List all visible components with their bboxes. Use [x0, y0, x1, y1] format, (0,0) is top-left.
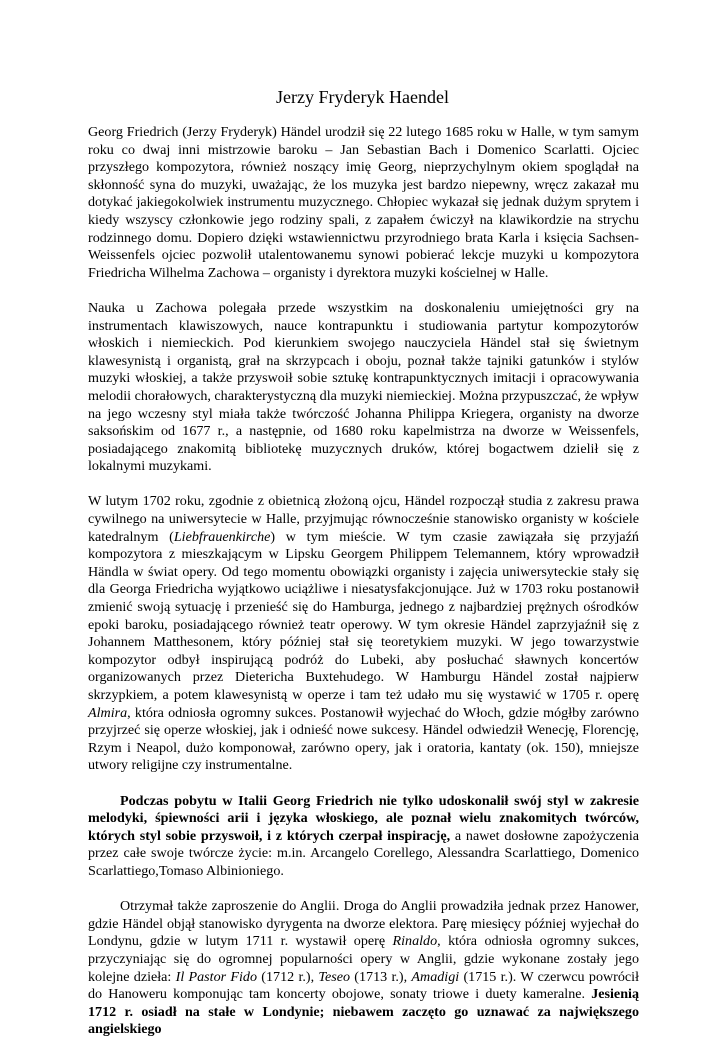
- paragraph-5-bold: Jesienią 1712 r. osiadł na stałe w Londynie; niebawem zaczęto go uznawać za największego angielskiego: [88, 986, 639, 1038]
- paragraph-3-text-a: W lutym 1702 roku, zgodnie z obietnicą złożoną ojcu, Händel rozpoczął studia z zakresu prawa cywilnego na uniwersytecie w Halle, przyjmując równocześnie stanowisko organisty w kościele katedralnym (: [88, 493, 639, 545]
- opera-title-pastor-fido: Il Pastor Fido: [175, 968, 258, 985]
- paragraph-5-text-e: (1715 r.). W czerwcu powrócił do Hanoweru komponując tam koncerty obojowe, sonaty triowe i duety kameralne.: [88, 968, 639, 1003]
- paragraph-5-text-d: (1713 r.),: [350, 968, 412, 985]
- paragraph-4-bold: Podczas pobytu w Italii Georg Friedrich nie tylko udoskonalił swój styl w zakresie melodyki, śpiewności arii i języka włoskiego, ale poznał wielu znakomitych twórców, których styl sobie przyswoił, i z których czerpał inspirację,: [88, 792, 639, 844]
- paragraph-3: [88, 493, 639, 775]
- opera-title-almira: Almira: [88, 704, 128, 721]
- paragraph-4: [88, 793, 639, 881]
- document-body: [88, 124, 639, 1039]
- paragraph-1: Georg Friedrich (Jerzy Fryderyk) Händel urodził się 22 lutego 1685 roku w Halle, w tym samym roku co dwaj inni mistrzowie baroku – Jan Sebastian Bach i Domenico Scarlatti. Ojciec przyszłego kompozytora, również noszący imię Georg, nieprzychylnym okiem spoglądał na skłonność syna do muzyki, uważając, że los muzyka jest bardzo niepewny, wręcz zakazał mu dotykać jakiegokolwiek instrumentu muzycznego. Chłopiec wykazał się jednak dużym sprytem i kiedy wszyscy członkowie jego rodziny spali, z zapałem ćwiczył na klawikordzie na strychu rodzinnego domu. Dopiero dzięki wstawiennictwu przyrodniego brata Karla i księcia Sachsen-Weissenfels ojciec pozwolił utalentowanemu synowi pobierać lekcje muzyki u kompozytora Friedricha Wilhelma Zachowa – organisty i dyrektora muzyki kościelnej w Halle.: [88, 124, 639, 281]
- church-name: Liebfrauenkirche: [173, 528, 271, 545]
- paragraph-5: [88, 898, 639, 1039]
- paragraph-2: Nauka u Zachowa polegała przede wszystkim na doskonaleniu umiejętności gry na instrumentach klawiszowych, nauce kontrapunktu i studiowania partytur kompozytorów włoskich i niemieckich. Pod kierunkiem swojego nauczyciela Händel stał się świetnym klawesynistą i organistą, grał na skrzypcach i oboju, poznał także tajniki gatunków i stylów muzyki włoskiej, a także przyswoił sobie sztukę kontrapunktycznych imitacji i opracowywania melodii chorałowych, charakterystyczną dla muzyki niemieckiej. Można przypuszczać, że wpływ na jego wczesny styl miała także twórczość Johanna Philippa Kriegera, organisty na dworze saksońskim od 1677 r., a następnie, od 1680 roku kapelmistrza na dworze w Weissenfels, posiadającego znakomitą bibliotekę muzycznych druków, której bogactwem dzielił się z lokalnymi muzykami.: [88, 299, 639, 475]
- opera-title-rinaldo: Rinaldo: [392, 933, 438, 950]
- paragraph-4-text: a nawet dosłowne zapożyczenia przez całe swoje twórcze życie: m.in. Arcangelo Corellego, Alessandra Scarlattiego, Domenico Scarlattiego,Tomaso Albinioniego.: [88, 827, 639, 879]
- document-title: Jerzy Fryderyk Haendel: [276, 87, 449, 107]
- paragraph-3-text-c: , która odniosła ogromny sukces. Postanowił wyjechać do Włoch, gdzie mógłby zarówno przyjrzeć się operze włoskiej, jak i odnieść nowe sukcesy. Händel odwiedził Wenecję, Florencję, Rzym i Neapol, dużo komponował, zarówno opery, jak i oratoria, kantaty (ok. 150), mniejsze utwory religijne czy instrumentalne.: [88, 704, 639, 774]
- paragraph-5-text-b: , która odniosła ogromny sukces, przyczyniając się do ogromnej popularności opery w Anglii, gdzie wykonane zostały jego kolejne dzieła:: [88, 933, 639, 985]
- opera-title-teseo: Teseo: [318, 968, 351, 985]
- paragraph-3-text-b: ) w tym mieście. W tym czasie zawiązała się przyjaźń kompozytora z mieszkającym w Lipsku Georgem Philippem Telemannem, który wprowadził Händla w świat opery. Od tego momentu obowiązki organisty i zajęcia uniwersyteckie stały się dla Georga Friedricha wyjątkowo uciążliwe i niesatysfakcjonujące. Już w 1703 roku postanowił zmienić swoją sytuację i przenieść się do Hamburga, jednego z najbardziej prężnych ośrodków epoki baroku, posiadającego również teatr operowy. W tym okresie Händel zaprzyjaźnił się z Johannem Matthesonem, który później stał się teoretykiem muzyki. W jego towarzystwie kompozytor odbył inspirującą podróż do Lubeki, aby posłuchać sławnych koncertów organizowanych przez Dietericha Buxtehudego. W Hamburgu Händel został najpierw skrzypkiem, a potem klawesynistą w operze i tam też udało mu się wystawić w 1705 r. operę: [88, 528, 639, 703]
- paragraph-5-text-c: (1712 r.),: [257, 968, 319, 985]
- opera-title-amadigi: Amadigi: [411, 968, 460, 985]
- paragraph-5-text-a: Otrzymał także zaproszenie do Anglii. Droga do Anglii prowadziła jednak przez Hanower, gdzie Händel objął stanowisko dyrygenta na dworze elektora. Parę miesięcy później wyjechał do Londynu, gdzie w lutym 1711 r. wystawił operę: [88, 898, 639, 950]
